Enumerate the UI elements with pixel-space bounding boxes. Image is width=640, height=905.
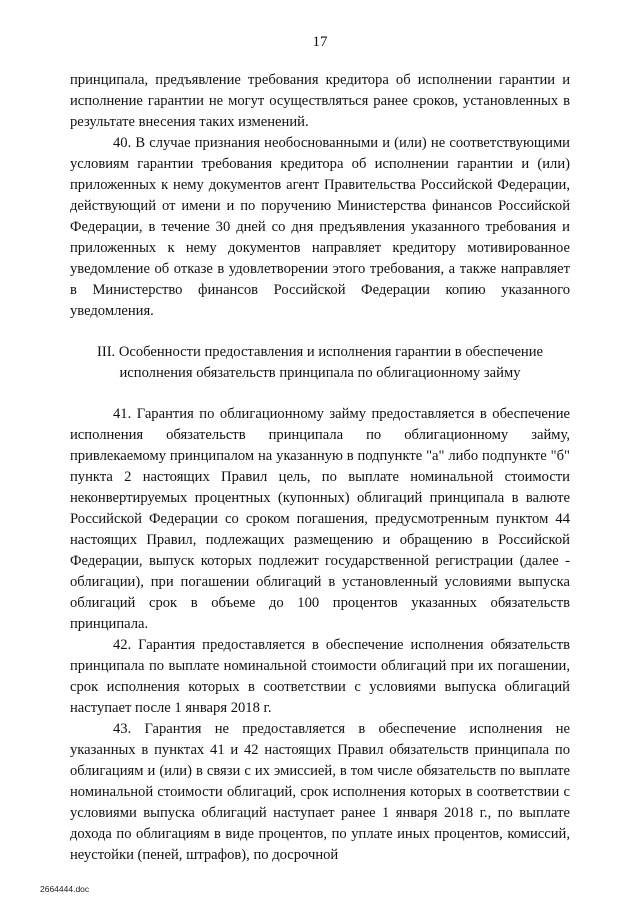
section-heading-iii: III. Особенности предоставления и исполнения гарантии в обеспечение исполнения обязательств принципала по облигационному займу — [96, 344, 544, 381]
paragraph-continuation: принципала, предъявление требования кредитора об исполнении гарантии и исполнение гарантии не могут осуществляться ранее сроков, установленных в результате внесения таких изменений. — [70, 72, 570, 130]
paragraph-43: 43. Гарантия не предоставляется в обеспечение исполнения не указанных в пунктах 41 и 42 настоящих Правил обязательств принципала по облигациям и (или) в связи с их эмиссией, в том числе обязательств по выплате номинальной стоимости облигаций, срок исполнения которых в соответствии с условиями выпуска облигаций наступает ранее 1 января 2018 г., по выплате дохода по облигациям в виде процентов, по уплате иных процентов, комиссий, неустойки (пеней, штрафов), по досрочной — [70, 721, 570, 863]
paragraph-42: 42. Гарантия предоставляется в обеспечение исполнения обязательств принципала по выплате номинальной стоимости облигаций при их погашении, срок исполнения которых в соответствии с условиями выпуска облигаций наступает после 1 января 2018 г. — [70, 637, 570, 716]
page-number: 17 — [312, 34, 328, 50]
document-body — [70, 70, 570, 866]
paragraph-41: 41. Гарантия по облигационному займу предоставляется в обеспечение исполнения обязательств принципала по облигационному займу, привлекаемому принципалом на указанную в подпункте "а" либо подпункте "б" пункта 2 настоящих Правил цель, по выплате номинальной стоимости неконвертируемых процентных (купонных) облигаций принципала в валюте Российской Федерации со сроком погашения, предусмотренным пунктом 44 настоящих Правил, подлежащих размещению и обращению в Российской Федерации, выпуск которых подлежит государственной регистрации (далее - облигации), при погашении облигаций в установленный условиями выпуска облигаций срок в объеме до 100 процентов указанных обязательств принципала. — [70, 406, 570, 632]
footer-filename: 2664444.doc — [40, 884, 90, 894]
paragraph-40: 40. В случае признания необоснованными и (или) не соответствующими условиям гарантии требования кредитора об исполнении гарантии и (или) приложенных к нему документов агент Правительства Российской Федерации, действующий от имени и по поручению Министерства финансов Российской Федерации, в течение 30 дней со дня предъявления указанного требования и приложенных к нему документов направляет кредитору мотивированное уведомление об отказе в удовлетворении этого требования, а также направляет в Министерство финансов Российской Федерации копию указанного уведомления. — [70, 135, 570, 319]
